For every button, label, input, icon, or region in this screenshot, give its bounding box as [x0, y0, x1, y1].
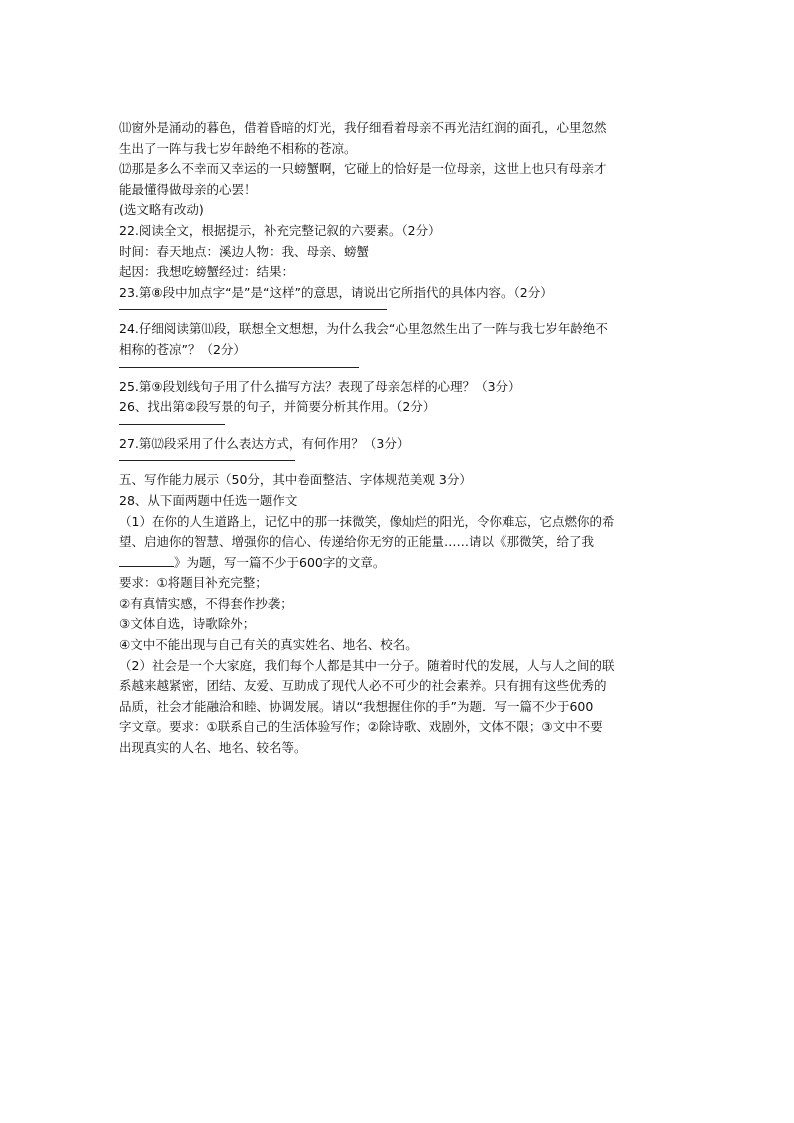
question-22-cause-process-result: 起因：我想吃螃蟹经过：结果：	[119, 264, 295, 280]
question-22: 22.阅读全文，根据提示，补充完整记叙的六要素。（2分）	[119, 222, 441, 238]
question-22-time-place-people: 时间：春天地点：溪边人物：我、母亲、螃蟹	[119, 243, 370, 259]
passage-paragraph-11-line-2: 生出了一阵与我七岁年龄绝不相称的苍凉。	[119, 140, 357, 156]
question-26: 26、找出第②段写景的句子，并简要分析其作用。（2分）	[119, 399, 436, 415]
writing-option-1-line-3	[119, 553, 685, 574]
question-27: 27.第⑿段采用了什么表达方式，有何作用？（3分）	[119, 435, 410, 451]
writing-option-2-line-2: 系越来越紧密，团结、友爱、互助成了现代人必不可少的社会素养。只有拥有这些优秀的	[119, 678, 607, 694]
answer-line-27	[119, 454, 295, 461]
writing-section-heading: 五、写作能力展示（50分，其中卷面整洁、字体规范美观 3分）	[119, 472, 472, 488]
question-24-line-2: 相称的苍凉”？（2分）	[119, 341, 246, 357]
passage-edit-note: (选文略有改动)	[119, 202, 204, 218]
title-blank	[119, 553, 174, 567]
writing-option-1-line-3-text: 》为题，写一篇不少于600字的文章。	[174, 554, 386, 570]
writing-requirement-3: ③文体自选，诗歌除外；	[119, 616, 256, 632]
passage-paragraph-12-line-1: ⑿那是多么不幸而又幸运的一只螃蟹啊，它碰上的恰好是一位母亲，这世上也只有母亲才	[119, 161, 607, 177]
question-25: 25.第⑨段划线句子用了什么描写方法？表现了母亲怎样的心理？（3分）	[119, 378, 521, 394]
writing-requirement-2: ②有真情实感，不得套作抄袭；	[119, 595, 293, 611]
passage-paragraph-12-line-2: 能最懂得做母亲的心罢！	[119, 181, 257, 197]
writing-option-2-line-3: 品质，社会才能融洽和睦、协调发展。请以“我想握住你的手”为题．写一篇不少于600	[119, 698, 594, 714]
question-24-line-1: 24.仔细阅读第⑾段，联想全文想想，为什么我会“心里忽然生出了一阵与我七岁年龄绝不	[119, 321, 608, 337]
writing-option-2-line-5: 出现真实的人名、地名、较名等。	[119, 740, 307, 756]
passage-paragraph-11-line-1: ⑾窗外是涌动的暮色，借着昏暗的灯光，我仔细看着母亲不再光洁红润的面孔，心里忽然	[119, 120, 607, 135]
page-content	[119, 118, 685, 759]
writing-option-2-line-1: （2）社会是一个大家庭，我们每个人都是其中一分子。随着时代的发展，人与人之间的联	[119, 657, 615, 673]
writing-option-2-line-4: 字文章。要求：①联系自己的生活体验写作；②除诗歌、戏剧外，文体不限；③文中不要	[119, 719, 603, 735]
writing-requirement-1: 要求：①将题目补充完整；	[119, 575, 268, 591]
writing-option-1-line-1: （1）在你的人生道路上，记忆中的那一抹微笑，像灿烂的阳光，令你难忘，它点燃你的希	[119, 513, 615, 529]
writing-option-1-line-2: 望、启迪你的智慧、增强你的信心、传递给你无穷的正能量……请以《那微笑，给了我	[119, 534, 595, 550]
answer-line-23	[119, 303, 387, 310]
writing-requirement-4: ④文中不能出现与自己有关的真实姓名、地名、校名。	[119, 637, 418, 653]
answer-line-24	[119, 361, 359, 368]
question-28: 28、从下面两题中任选一题作文	[119, 492, 298, 508]
question-23: 23.第⑧段中加点字“是”是“这样”的意思，请说出它所指代的具体内容。（2分）	[119, 284, 553, 300]
answer-line-26	[119, 418, 225, 425]
